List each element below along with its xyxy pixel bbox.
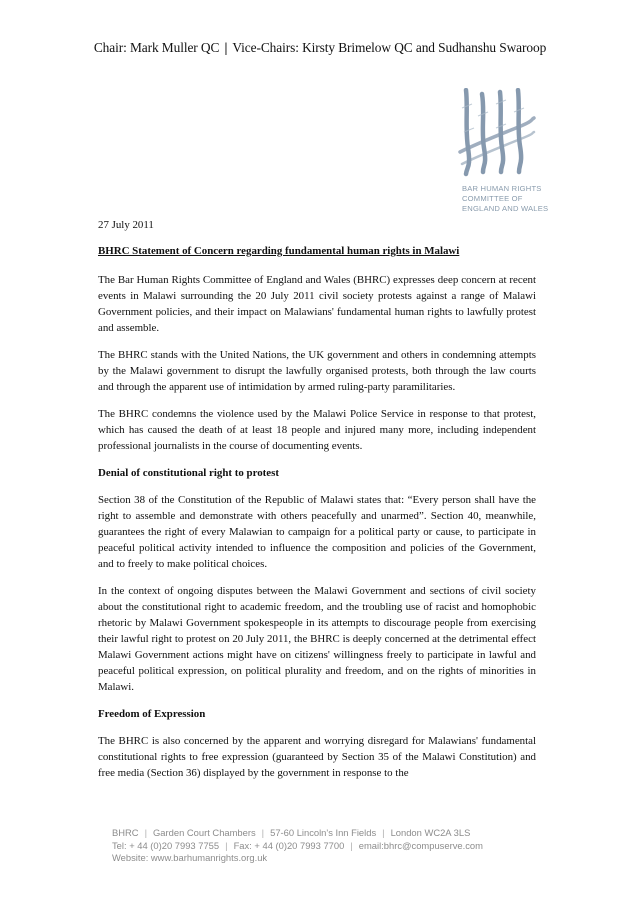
- footer-address-line: [112, 827, 552, 840]
- footer-fax: Fax: + 44 (0)20 7993 7700: [233, 839, 345, 851]
- body-paragraph: In the context of ongoing disputes between the Malawi Government and sections of civil society about the constitutional right to academic freedom, and the troubling use of racist and homophobic rhetoric by Malawi Government spokespeople in its attempts to discourage people from exercising their lawful right to protest on 20 July 2011, the BHRC is deeply concerned at the detrimental effect Malawi Government actions might have on citizens' willingness freely to participate in lawful and peaceful political expression, on political plurality and freedom, and on the rights of minorities in Malawi.: [98, 585, 536, 693]
- footer-email-link[interactable]: email:bhrc@compuserve.com: [358, 839, 483, 851]
- header-separator: |: [224, 40, 228, 55]
- body-paragraph: The Bar Human Rights Committee of England and Wales (BHRC) expresses deep concern at recent events in Malawi surrounding the 20 July 2011 civil society protests against a range of Malawi Government policies, and their impact on Malawians' fundamental human rights to lawfully protest and assemble.: [98, 274, 536, 334]
- footer-divider: |: [225, 839, 228, 851]
- section-heading: Denial of constitutional right to protest: [98, 467, 279, 479]
- letter-body: [98, 217, 536, 792]
- footer-divider: |: [350, 839, 353, 851]
- chair-text: Chair: Mark Muller QC: [93, 40, 220, 55]
- footer-divider: |: [144, 827, 148, 838]
- letter-date: 27 July 2011: [98, 219, 154, 231]
- org-name-line: COMMITTEE OF: [462, 194, 523, 203]
- body-paragraph: The BHRC stands with the United Nations, the UK government and others in condemning attempts by the Malawi government to disrupt the lawfully organised protests, both through the law courts and through the apparent use of intimidation by armed ruling-party paramilitaries.: [98, 349, 536, 393]
- letterhead-footer: [112, 827, 552, 865]
- body-paragraph: Section 38 of the Constitution of the Republic of Malawi states that: “Every person shall have the right to assemble and demonstrate with others peacefully and unarmed”. Section 40, meanwhile, guarantees the right of every Malawian to campaign for a political party or cause, to participate in peaceful political activity intended to influence the composition and policies of the Government, and to freely to make political choices.: [98, 494, 536, 570]
- footer-divider: |: [261, 827, 265, 838]
- footer-website-link[interactable]: Website: www.barhumanrights.org.uk: [112, 852, 268, 863]
- footer-address: 57-60 Lincoln's Inn Fields: [270, 827, 377, 838]
- vice-chairs-text: Vice-Chairs: Kirsty Brimelow QC and Sudhanshu Swaroop: [232, 40, 547, 55]
- footer-org: BHRC: [112, 827, 139, 838]
- footer-contact-line: [112, 840, 552, 853]
- footer-divider: |: [382, 827, 385, 838]
- footer-website-line: [112, 852, 552, 865]
- section-heading: Freedom of Expression: [98, 708, 206, 720]
- organisation-name: [462, 184, 582, 214]
- statement-title: BHRC Statement of Concern regarding fundamental human rights in Malawi: [98, 245, 460, 257]
- footer-city: London WC2A 3LS: [390, 827, 471, 838]
- bhrc-hatch-logo-icon: [456, 88, 536, 178]
- org-name-line: ENGLAND AND WALES: [462, 204, 549, 213]
- body-paragraph: The BHRC is also concerned by the apparent and worrying disregard for Malawians' fundamental constitutional rights to free expression (guaranteed by Section 35 of the Malawi Constitution) and free media (Section 36) displayed by the government in response to the: [98, 735, 536, 779]
- footer-chambers: Garden Court Chambers: [153, 827, 256, 838]
- body-paragraph: The BHRC condemns the violence used by the Malawi Police Service in response to that protest, which has caused the death of at least 18 people and injured many more, including independent professional journalists in the course of documenting events.: [98, 408, 536, 452]
- org-name-line: BAR HUMAN RIGHTS: [462, 184, 542, 193]
- footer-tel: Tel: + 44 (0)20 7993 7755: [112, 839, 220, 851]
- letterhead-officers: [0, 40, 640, 56]
